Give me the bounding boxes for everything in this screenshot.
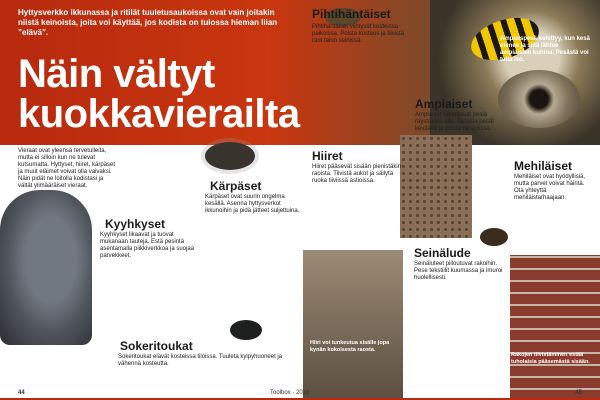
section-text-karpaset: Kärpäset ovat suurin ongelma kesällä. Asenna hyttysverkot ikkunoihin ja pidä jätteet suljettuina.	[205, 194, 300, 214]
fly-photo	[205, 142, 255, 170]
hero-lede: Hyttysverkko ikkunassa ja ritilät tuuletusaukoissa ovat vain joitakin niistä keinoista, joita voi käyttää, jos kodista on tulossa hieman liian ”elävä”.	[18, 8, 278, 37]
intro-text: Vieraat ovat yleensä tervetulleita, mutta ei silloin kun ne tulevat kutsumatta. Hyttyset, hiiret, kärpäset ja muut eläimet voivat olla vaivaksi. Näin pidät ne loitolla kodistasi ja vältät ylimääräiset vieraat.	[18, 148, 116, 189]
left-page-number: 44	[18, 390, 25, 396]
section-title-kyyhkyset: Kyyhkyset	[105, 217, 166, 231]
spider-photo	[480, 228, 508, 246]
beetle-photo	[230, 320, 262, 340]
section-text-sokeritoukat: Sokeritoukat elävät kosteissa tiloissa. Tuuleta kylpyhuoneet ja vähennä kosteutta.	[118, 354, 283, 367]
pigeon-photo	[0, 190, 92, 345]
section-title-karpaset: Kärpäset	[210, 179, 262, 193]
hero-headline: Näin vältyt kuokkavierailta	[18, 52, 300, 136]
section-title-mehilaiset: Mehiläiset	[514, 159, 573, 173]
grain-photo	[400, 135, 472, 238]
section-title-seinalude: Seinälude	[414, 246, 471, 260]
mouse-caption: Hiiri voi tunkeutua sisälle jopa kynän kokoisesta raosta.	[310, 340, 390, 353]
footer-center: Toolbox · 2016	[270, 390, 310, 396]
section-text-seinalude: Seinäluteet piiloutuvat rakoihin. Pese tekstiilit kuumassa ja imuroi huolellisesti.	[414, 261, 503, 281]
section-text-hiiret: Hiiret pääsevät sisään pienistäkin raoista. Tiivistä aukot ja säilytä ruoka tiiviissä astioissa.	[312, 164, 402, 184]
brick-photo	[510, 255, 600, 400]
section-title-ampiaiset: Ampiaiset	[415, 97, 473, 111]
section-title-sokeritoukat: Sokeritoukat	[120, 339, 193, 353]
mouse-photo	[303, 250, 403, 400]
brick-caption: Rakojen tiivistäminen estää tuholaisia pääsemästä sisään.	[511, 352, 590, 365]
section-text-mehilaiset: Mehiläiset ovat hyödyllisiä, mutta parvet voivat häiritä. Ota yhteyttä mehiläistarhaajaan.	[514, 174, 586, 201]
section-text-ampiaiset: Ampiaiset rakentavat pesiä räystäiden alle. Tarkista pesät keväällä ja poista ne ajoissa.	[415, 112, 494, 132]
wasp-nest-photo	[498, 70, 580, 128]
section-text-pihtihantaiset: Pihtihäntäiset viihtyvät kosteissa paikoissa. Poista kosteus ja tiivistä raot talon seinissä.	[312, 24, 405, 44]
wasp-caption: Ampiaispesä kehittyy, kun kesä etenee ja siitä lähtee ampiaisten kuhina. Pesästä voi tulla iso.	[500, 36, 590, 63]
section-title-pihtihantaiset: Pihtihäntäiset	[312, 7, 391, 21]
right-page-number: 45	[575, 390, 582, 396]
section-text-kyyhkyset: Kyyhkyset likaavat ja tuovat mukanaan tauteja. Estä pesintä asentamalla piikkiverkkoa ja suojaa parvekkeet.	[100, 232, 195, 259]
section-title-hiiret: Hiiret	[312, 149, 343, 163]
